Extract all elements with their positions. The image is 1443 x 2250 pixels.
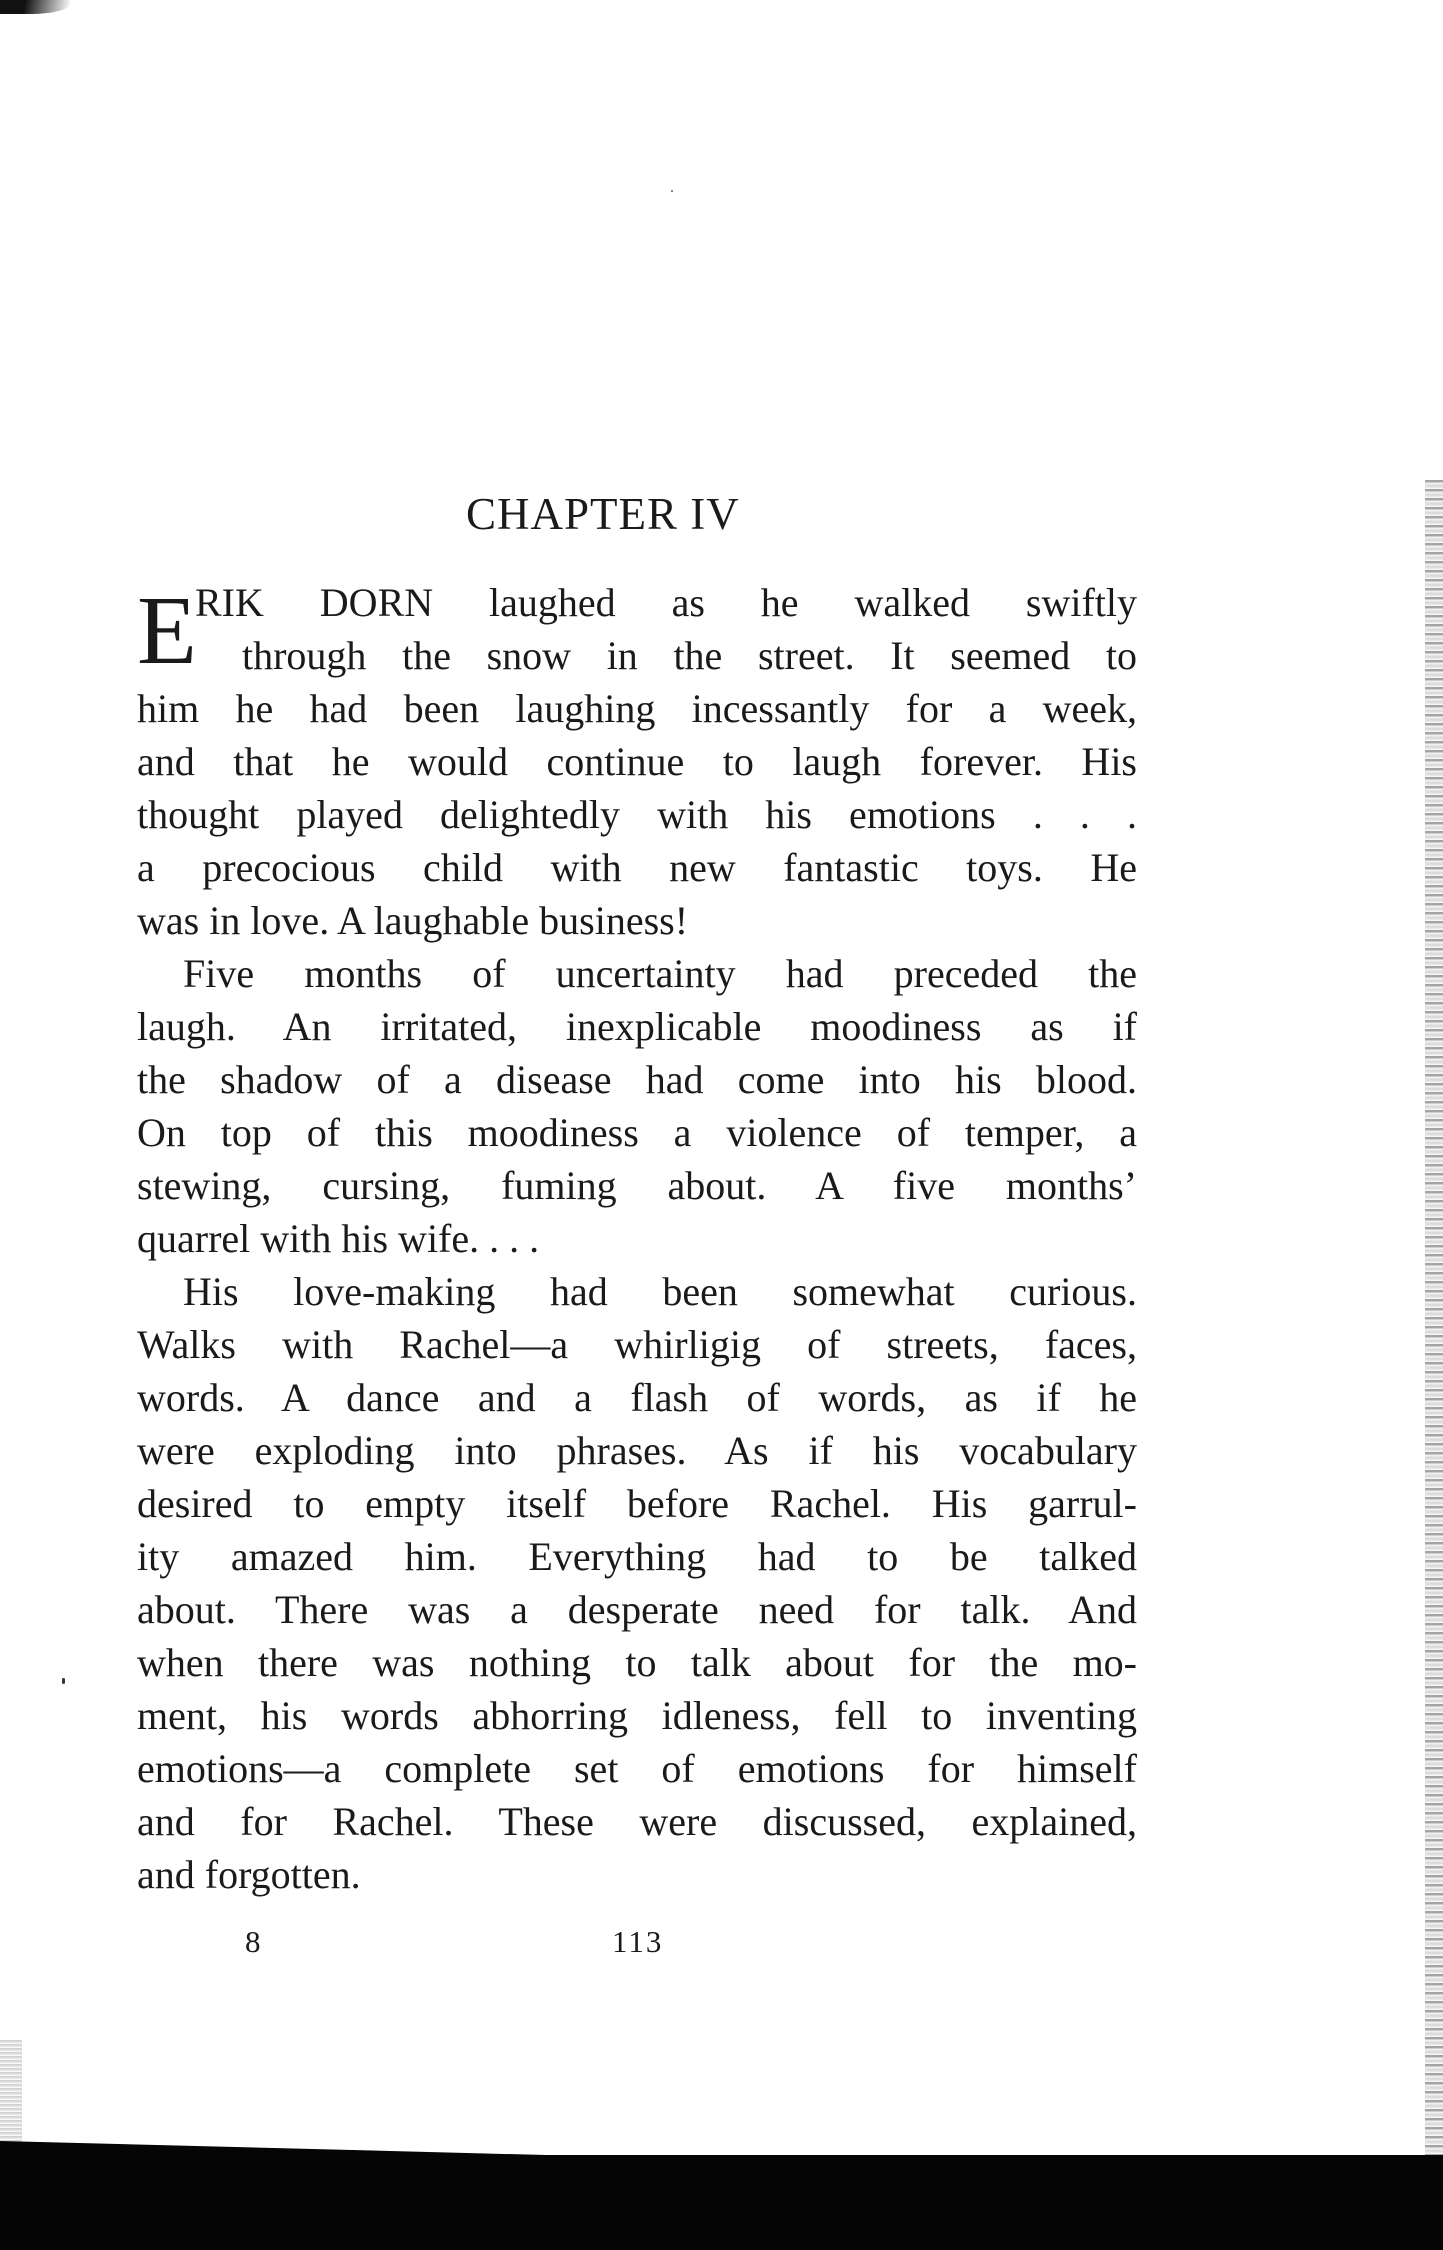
text-line: Walks with Rachel—a whirligig of streets, faces, (137, 1322, 1137, 1367)
text-line: emotions—a complete set of emotions for himself (137, 1746, 1137, 1791)
text-line: and forgotten. (137, 1852, 361, 1897)
page-number: 113 (612, 1924, 664, 1959)
text-line: him he had been laughing incessantly for a week, (137, 686, 1137, 731)
text-line: about. There was a desperate need for talk. And (137, 1587, 1137, 1632)
paper-speck (671, 190, 673, 192)
text-line: quarrel with his wife. . . . (137, 1216, 540, 1261)
drop-cap: E (137, 577, 197, 685)
page-edge-left (0, 2040, 22, 2150)
paragraph-1 (137, 576, 1137, 947)
paper-speck (62, 1678, 65, 1684)
text-line: was in love. A laughable business! (137, 898, 689, 943)
text-line: and for Rachel. These were discussed, explained, (137, 1799, 1137, 1844)
text-line: ment, his words abhorring idleness, fell to inventing (137, 1693, 1137, 1738)
scan-corner-shadow (0, 0, 70, 14)
text-line: RIK DORN laughed as he walked swiftly (195, 580, 1137, 625)
paragraph-2 (137, 947, 1137, 1265)
text-line: a precocious child with new fantastic toys. He (137, 845, 1137, 890)
body-text (137, 576, 1137, 1901)
text-line: and that he would continue to laugh forever. His (137, 739, 1137, 784)
text-line: desired to empty itself before Rachel. His garrul- (137, 1481, 1137, 1526)
page-edge-right (1425, 480, 1443, 2180)
text-line: Five months of uncertainty had preceded the (183, 951, 1137, 996)
signature-mark: 8 (245, 1924, 263, 1959)
text-line: laugh. An irritated, inexplicable moodiness as if (137, 1004, 1137, 1049)
text-line: when there was nothing to talk about for the mo- (137, 1640, 1137, 1685)
text-line: thought played delightedly with his emotions . . . (137, 792, 1137, 837)
text-line: On top of this moodiness a violence of temper, a (137, 1110, 1137, 1155)
text-line: were exploding into phrases. As if his vocabulary (137, 1428, 1137, 1473)
text-line: words. A dance and a flash of words, as if he (137, 1375, 1137, 1420)
text-line: His love-making had been somewhat curious. (183, 1269, 1137, 1314)
text-line: ity amazed him. Everything had to be talked (137, 1534, 1137, 1579)
text-line: through the snow in the street. It seemed to (242, 633, 1137, 678)
chapter-title: CHAPTER IV (466, 489, 740, 539)
text-line: stewing, cursing, fuming about. A five months’ (137, 1163, 1137, 1208)
scan-bottom-shadow (0, 2155, 1443, 2250)
paragraph-3 (137, 1265, 1137, 1901)
text-line: the shadow of a disease had come into his blood. (137, 1057, 1137, 1102)
